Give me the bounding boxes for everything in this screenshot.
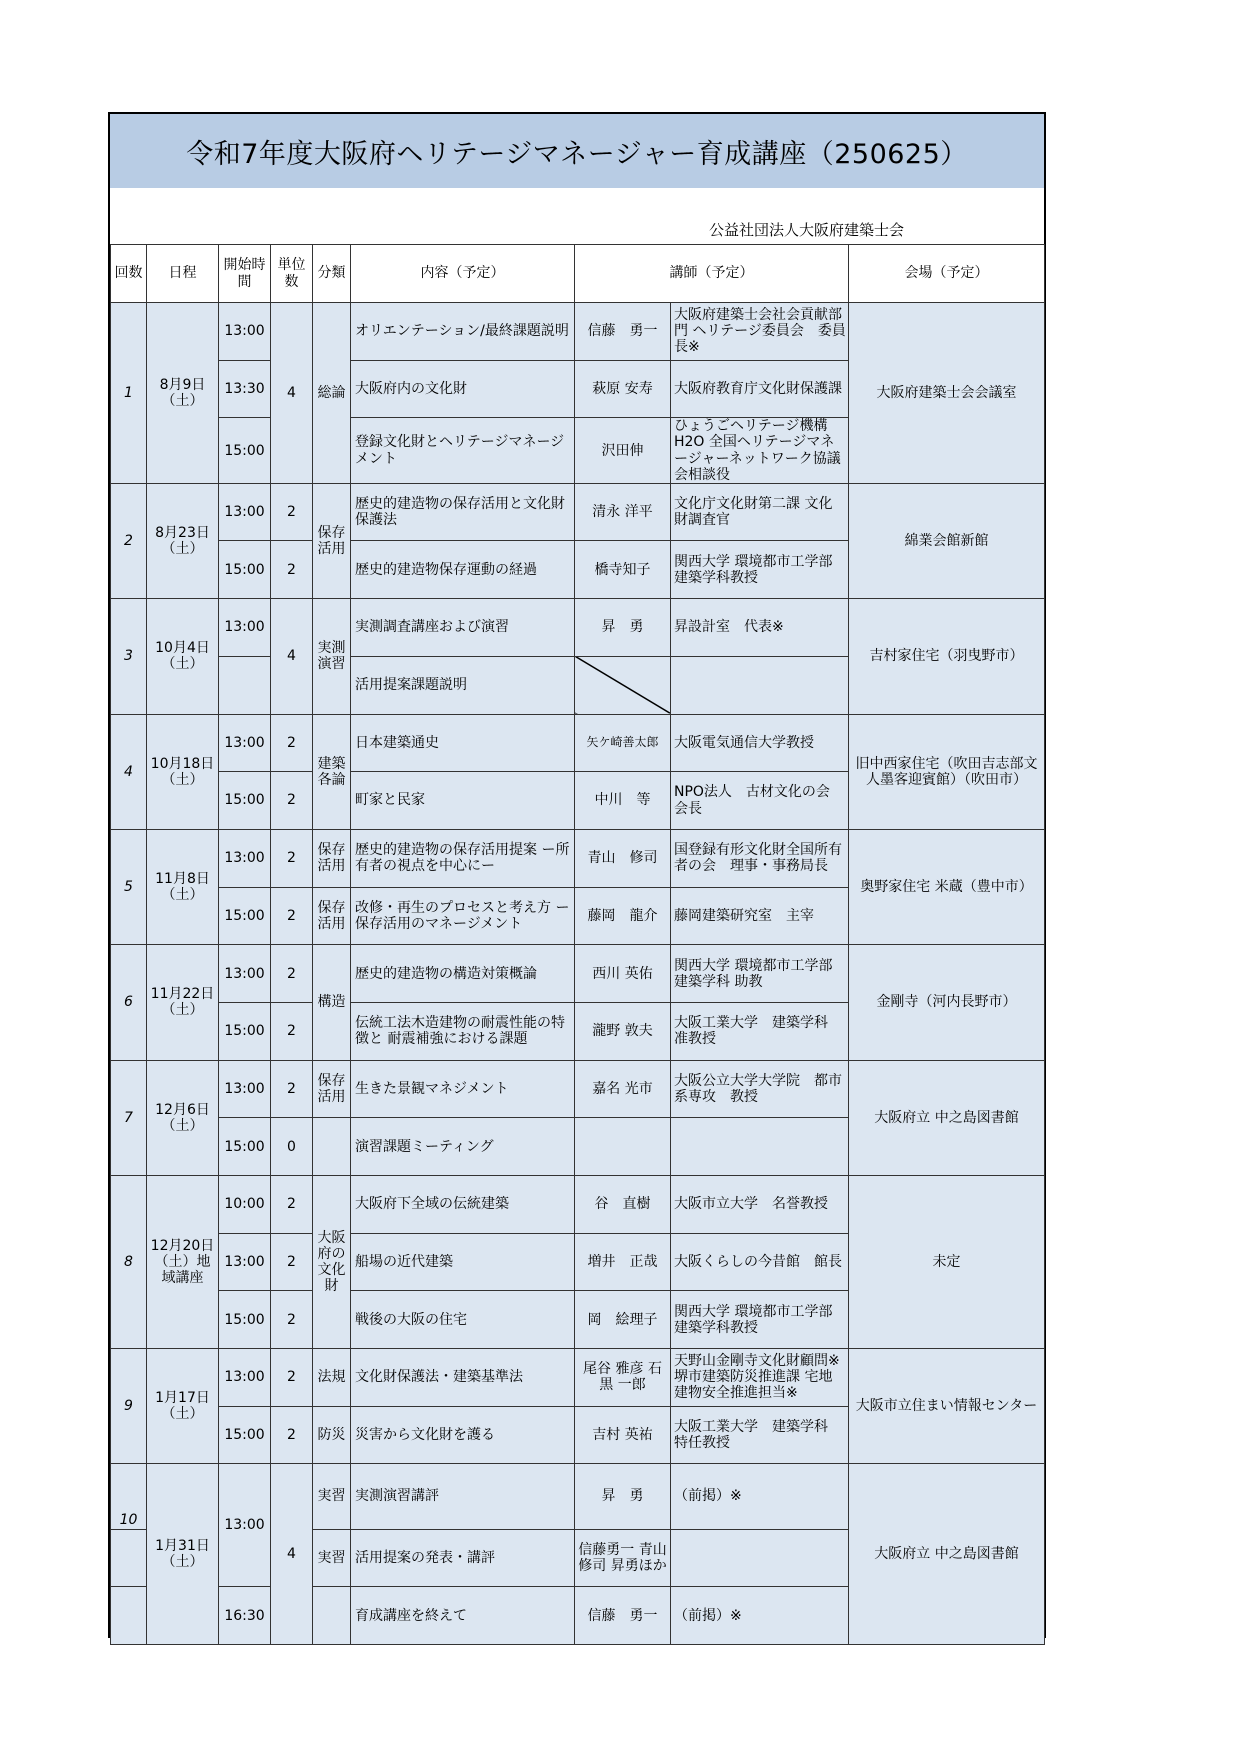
lecturer-name: 信藤 勇一 [575, 1587, 671, 1645]
lecturer-name: 増井 正哉 [575, 1233, 671, 1291]
lecture-content: 登録文化財とヘリテージマネージメント [351, 418, 575, 483]
units: 2 [271, 1002, 313, 1060]
start-time: 15:00 [219, 1118, 271, 1176]
category: 法規 [313, 1349, 351, 1407]
category: 構造 [313, 945, 351, 1060]
header-num: 回数 [111, 245, 147, 303]
lecture-content: 伝統工法木造建物の耐震性能の特徴と 耐震補強における課題 [351, 1002, 575, 1060]
units: 2 [271, 887, 313, 945]
table-row [111, 303, 1045, 361]
category: 実測演習 [313, 599, 351, 714]
session-num: 10 [111, 1464, 147, 1529]
units: 0 [271, 1118, 313, 1176]
session-date: 1月17日（土） [147, 1349, 219, 1464]
header-lecturer: 講師（予定） [575, 245, 849, 303]
lecturer-affiliation: 大阪くらしの今昔館 館長 [671, 1233, 849, 1291]
category [313, 1118, 351, 1176]
session-date: 10月4日（土） [147, 599, 219, 714]
lecturer-affiliation: 大阪電気通信大学教授 [671, 714, 849, 772]
start-time: 15:00 [219, 887, 271, 945]
venue: 大阪府立 中之島図書館 [849, 1060, 1045, 1175]
header-row [111, 245, 1045, 303]
session-date: 1月31日（土） [147, 1464, 219, 1644]
start-time: 13:00 [219, 829, 271, 887]
lecture-content: 町家と民家 [351, 772, 575, 830]
lecturer-affiliation: 大阪府建築士会社会貢献部門 ヘリテージ委員会 委員長※ [671, 303, 849, 361]
units: 2 [271, 1349, 313, 1407]
lecture-content: 改修・再生のプロセスと考え方 ー保存活用のマネージメント [351, 887, 575, 945]
lecturer-name: 信藤勇一 青山修司 昇勇ほか [575, 1529, 671, 1587]
lecturer-affiliation: 関西大学 環境都市工学部 建築学科教授 [671, 541, 849, 599]
units: 2 [271, 714, 313, 772]
lecturer-name: 萩原 安寿 [575, 360, 671, 418]
units: 2 [271, 829, 313, 887]
empty-lecturer-cell [575, 656, 671, 714]
start-time: 15:00 [219, 772, 271, 830]
page-title: 令和7年度大阪府ヘリテージマネージャー育成講座（250625） [110, 114, 1044, 189]
lecturer-affiliation: 藤岡建築研究室 主宰 [671, 887, 849, 945]
lecturer-name: 沢田伸 [575, 418, 671, 483]
lecturer-affiliation: ひょうごヘリテージ機構H2O 全国ヘリテージマネージャーネットワーク協議会相談役 [671, 418, 849, 483]
category: 保存活用 [313, 829, 351, 887]
start-time: 10:00 [219, 1176, 271, 1234]
lecturer-name: 尾谷 雅彦 石黒 一郎 [575, 1349, 671, 1407]
units: 2 [271, 1060, 313, 1118]
units: 4 [271, 599, 313, 714]
table-row [111, 599, 1045, 657]
session-date: 8月9日（土） [147, 303, 219, 484]
lecturer-affiliation: 国登録有形文化財全国所有者の会 理事・事務局長 [671, 829, 849, 887]
lecturer-affiliation: 関西大学 環境都市工学部 建築学科 助教 [671, 945, 849, 1003]
start-time: 15:00 [219, 1406, 271, 1464]
session-num: 5 [111, 829, 147, 944]
category: 実習 [313, 1529, 351, 1587]
header-units: 単位数 [271, 245, 313, 303]
organizer-name: 公益社団法人大阪府建築士会 [708, 221, 904, 239]
lecture-content: 活用提案課題説明 [351, 656, 575, 714]
units: 2 [271, 772, 313, 830]
schedule-sheet [108, 112, 1046, 1638]
lecturer-affiliation: NPO法人 古材文化の会 会長 [671, 772, 849, 830]
table-row [111, 1349, 1045, 1407]
start-time [219, 656, 271, 714]
session-num: 4 [111, 714, 147, 829]
lecturer-name: 西川 英佑 [575, 945, 671, 1003]
start-time: 13:00 [219, 599, 271, 657]
table-row [111, 1060, 1045, 1118]
lecturer-affiliation: 大阪市立大学 名誉教授 [671, 1176, 849, 1234]
start-time: 15:00 [219, 1002, 271, 1060]
venue: 吉村家住宅（羽曳野市） [849, 599, 1045, 714]
header-category: 分類 [313, 245, 351, 303]
lecturer-name: 矢ケ崎善太郎 [575, 714, 671, 772]
units: 4 [271, 303, 313, 484]
lecture-content: 歴史的建造物保存運動の経過 [351, 541, 575, 599]
lecturer-name: 昇 勇 [575, 599, 671, 657]
header-date: 日程 [147, 245, 219, 303]
lecture-content: 災害から文化財を護る [351, 1406, 575, 1464]
lecturer-affiliation: 天野山金剛寺文化財顧問※ 堺市建築防災推進課 宅地建物安全推進担当※ [671, 1349, 849, 1407]
table-row [111, 945, 1045, 1003]
lecturer-affiliation: 大阪工業大学 建築学科 准教授 [671, 1002, 849, 1060]
lecturer-affiliation [671, 1118, 849, 1176]
category: 総論 [313, 303, 351, 484]
start-time: 15:00 [219, 418, 271, 483]
session-num: 7 [111, 1060, 147, 1175]
lecturer-name: 瀧野 敦夫 [575, 1002, 671, 1060]
table-row [111, 483, 1045, 541]
lecture-content: 日本建築通史 [351, 714, 575, 772]
lecturer-name: 信藤 勇一 [575, 303, 671, 361]
session-num-blank [111, 1587, 147, 1645]
lecturer-name: 青山 修司 [575, 829, 671, 887]
session-date: 11月22日（土） [147, 945, 219, 1060]
lecture-content: 戦後の大阪の住宅 [351, 1291, 575, 1349]
session-date: 12月20日（土）地域講座 [147, 1176, 219, 1349]
start-time: 13:00 [219, 1233, 271, 1291]
lecture-content: 育成講座を終えて [351, 1587, 575, 1645]
venue: 綿業会館新館 [849, 483, 1045, 598]
venue: 旧中西家住宅（吹田吉志部文人墨客迎賓館）（吹田市） [849, 714, 1045, 829]
category: 保存活用 [313, 1060, 351, 1118]
lecture-content: 歴史的建造物の保存活用提案 ー所有者の視点を中心にー [351, 829, 575, 887]
lecturer-name: 昇 勇 [575, 1464, 671, 1529]
session-num: 8 [111, 1176, 147, 1349]
lecture-content: 歴史的建造物の保存活用と文化財保護法 [351, 483, 575, 541]
lecturer-name: 藤岡 龍介 [575, 887, 671, 945]
lecture-content: 活用提案の発表・講評 [351, 1529, 575, 1587]
lecture-content: 実測調査講座および演習 [351, 599, 575, 657]
venue: 大阪府建築士会会議室 [849, 303, 1045, 484]
category [313, 1587, 351, 1645]
lecturer-affiliation: 昇設計室 代表※ [671, 599, 849, 657]
units: 2 [271, 945, 313, 1003]
lecturer-name: 嘉名 光市 [575, 1060, 671, 1118]
start-time: 13:00 [219, 1349, 271, 1407]
start-time: 13:00 [219, 483, 271, 541]
header-content: 内容（予定） [351, 245, 575, 303]
lecture-content: 船場の近代建築 [351, 1233, 575, 1291]
category: 建築各論 [313, 714, 351, 829]
category: 実習 [313, 1464, 351, 1529]
session-num: 2 [111, 483, 147, 598]
lecturer-affiliation: 大阪工業大学 建築学科 特任教授 [671, 1406, 849, 1464]
lecturer-name: 中川 等 [575, 772, 671, 830]
start-time: 13:00 [219, 1464, 271, 1587]
units: 2 [271, 1176, 313, 1234]
start-time: 13:00 [219, 1060, 271, 1118]
units: 4 [271, 1464, 313, 1644]
units: 2 [271, 1233, 313, 1291]
venue: 金剛寺（河内長野市） [849, 945, 1045, 1060]
lecture-content: 大阪府内の文化財 [351, 360, 575, 418]
lecturer-affiliation: 関西大学 環境都市工学部 建築学科教授 [671, 1291, 849, 1349]
header-venue: 会場（予定） [849, 245, 1045, 303]
units: 2 [271, 483, 313, 541]
lecturer-affiliation [671, 656, 849, 714]
lecture-content: 歴史的建造物の構造対策概論 [351, 945, 575, 1003]
lecture-content: 生きた景観マネジメント [351, 1060, 575, 1118]
organizer-row [110, 188, 1044, 245]
start-time: 15:00 [219, 541, 271, 599]
start-time: 13:00 [219, 945, 271, 1003]
lecturer-name [575, 1118, 671, 1176]
lecture-content: 演習課題ミーティング [351, 1118, 575, 1176]
table-row [111, 1464, 1045, 1529]
units: 2 [271, 541, 313, 599]
lecturer-name: 橋寺知子 [575, 541, 671, 599]
category: 保存活用 [313, 483, 351, 598]
table-row [111, 829, 1045, 887]
lecture-content: 実測演習講評 [351, 1464, 575, 1529]
lecturer-name: 清永 洋平 [575, 483, 671, 541]
start-time: 16:30 [219, 1587, 271, 1645]
session-num-blank [111, 1529, 147, 1587]
units: 2 [271, 1291, 313, 1349]
start-time: 13:00 [219, 303, 271, 361]
category: 防災 [313, 1406, 351, 1464]
start-time: 13:30 [219, 360, 271, 418]
lecturer-affiliation: 文化庁文化財第二課 文化財調査官 [671, 483, 849, 541]
units: 2 [271, 1406, 313, 1464]
lecturer-affiliation: 大阪府教育庁文化財保護課 [671, 360, 849, 418]
lecturer-affiliation: （前掲）※ [671, 1464, 849, 1529]
session-date: 11月8日（土） [147, 829, 219, 944]
lecture-content: 大阪府下全域の伝統建築 [351, 1176, 575, 1234]
lecturer-name: 谷 直樹 [575, 1176, 671, 1234]
venue: 大阪市立住まい情報センター [849, 1349, 1045, 1464]
session-date: 8月23日（土） [147, 483, 219, 598]
lecturer-name: 岡 絵理子 [575, 1291, 671, 1349]
lecture-content: オリエンテーション/最終課題説明 [351, 303, 575, 361]
session-num: 9 [111, 1349, 147, 1464]
header-start: 開始時間 [219, 245, 271, 303]
category: 大阪府の文化財 [313, 1176, 351, 1349]
venue: 大阪府立 中之島図書館 [849, 1464, 1045, 1644]
lecturer-affiliation: 大阪公立大学大学院 都市系専攻 教授 [671, 1060, 849, 1118]
session-date: 12月6日（土） [147, 1060, 219, 1175]
venue: 奥野家住宅 米蔵（豊中市） [849, 829, 1045, 944]
venue: 未定 [849, 1176, 1045, 1349]
lecturer-name: 吉村 英祐 [575, 1406, 671, 1464]
table-row [111, 714, 1045, 772]
session-num: 3 [111, 599, 147, 714]
lecture-content: 文化財保護法・建築基準法 [351, 1349, 575, 1407]
start-time: 15:00 [219, 1291, 271, 1349]
session-num: 1 [111, 303, 147, 484]
lecturer-affiliation [671, 1529, 849, 1587]
category: 保存活用 [313, 887, 351, 945]
session-date: 10月18日（土） [147, 714, 219, 829]
start-time: 13:00 [219, 714, 271, 772]
table-row [111, 1176, 1045, 1234]
lecturer-affiliation: （前掲）※ [671, 1587, 849, 1645]
session-num: 6 [111, 945, 147, 1060]
schedule-table [110, 244, 1045, 1645]
